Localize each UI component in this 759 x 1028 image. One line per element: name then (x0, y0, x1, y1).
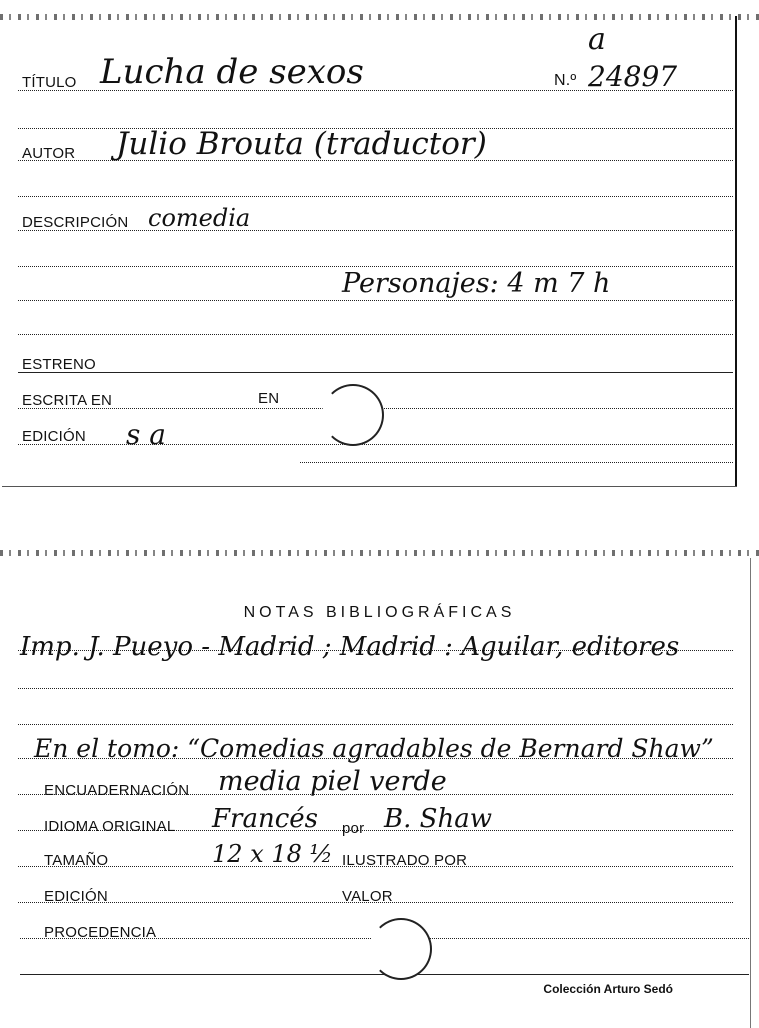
edition-label: EDICIÓN (44, 888, 108, 905)
note-line-1: Imp. J. Pueyo - Madrid ; Madrid : Aguilar, editores (20, 632, 680, 662)
catalog-card-front (0, 0, 759, 495)
edition-value: s a (126, 418, 166, 451)
illustrated-by-label: ILUSTRADO POR (342, 852, 468, 869)
description-value: comedia (148, 204, 251, 232)
number-label: N.º (554, 72, 577, 89)
edition-label: EDICIÓN (22, 428, 86, 445)
rule (18, 196, 733, 197)
rule (18, 724, 733, 725)
rule (18, 334, 733, 335)
rule (18, 688, 733, 689)
note-line-2: En el tomo: “Comedias agradables de Bernard Shaw” (34, 734, 714, 763)
value-label: VALOR (342, 888, 393, 905)
rule (18, 300, 733, 301)
original-language-value: Francés (212, 804, 319, 834)
by-label: por (342, 820, 365, 837)
torn-top-edge (0, 550, 759, 556)
author-label: AUTOR (22, 145, 76, 162)
card-bottom-border (2, 486, 737, 487)
author-value: Julio Brouta (traductor) (116, 126, 487, 162)
characters-note: Personajes: 4 m 7 h (342, 268, 611, 299)
size-label: TAMAÑO (44, 852, 109, 869)
title-label: TÍTULO (22, 74, 77, 91)
binding-value: media piel verde (218, 766, 447, 797)
number-value: 24897 (588, 60, 678, 93)
written-in-label: ESCRITA EN (22, 392, 113, 409)
bibliographic-notes-heading: NOTAS BIBLIOGRÁFICAS (243, 604, 516, 621)
punch-hole (370, 918, 432, 980)
rule (18, 266, 733, 267)
punch-hole (322, 384, 384, 446)
title-value: Lucha de sexos (100, 52, 364, 92)
description-label: DESCRIPCIÓN (22, 214, 129, 231)
premiere-label: ESTRENO (22, 356, 96, 373)
torn-top-edge (0, 14, 759, 20)
number-suffix: a (588, 22, 606, 57)
by-value: B. Shaw (384, 804, 492, 834)
original-language-label: IDIOMA ORIGINAL (44, 818, 176, 835)
rule (18, 372, 733, 373)
rule (300, 462, 733, 463)
provenance-label: PROCEDENCIA (44, 924, 157, 941)
in-label: EN (258, 390, 280, 407)
card-right-border (750, 558, 751, 1028)
binding-label: ENCUADERNACIÓN (44, 782, 190, 799)
card-right-border (735, 16, 737, 486)
catalog-card-back (0, 538, 759, 1028)
collection-stamp: Colección Arturo Sedó (543, 982, 673, 996)
size-value: 12 x 18 ½ (212, 840, 333, 868)
